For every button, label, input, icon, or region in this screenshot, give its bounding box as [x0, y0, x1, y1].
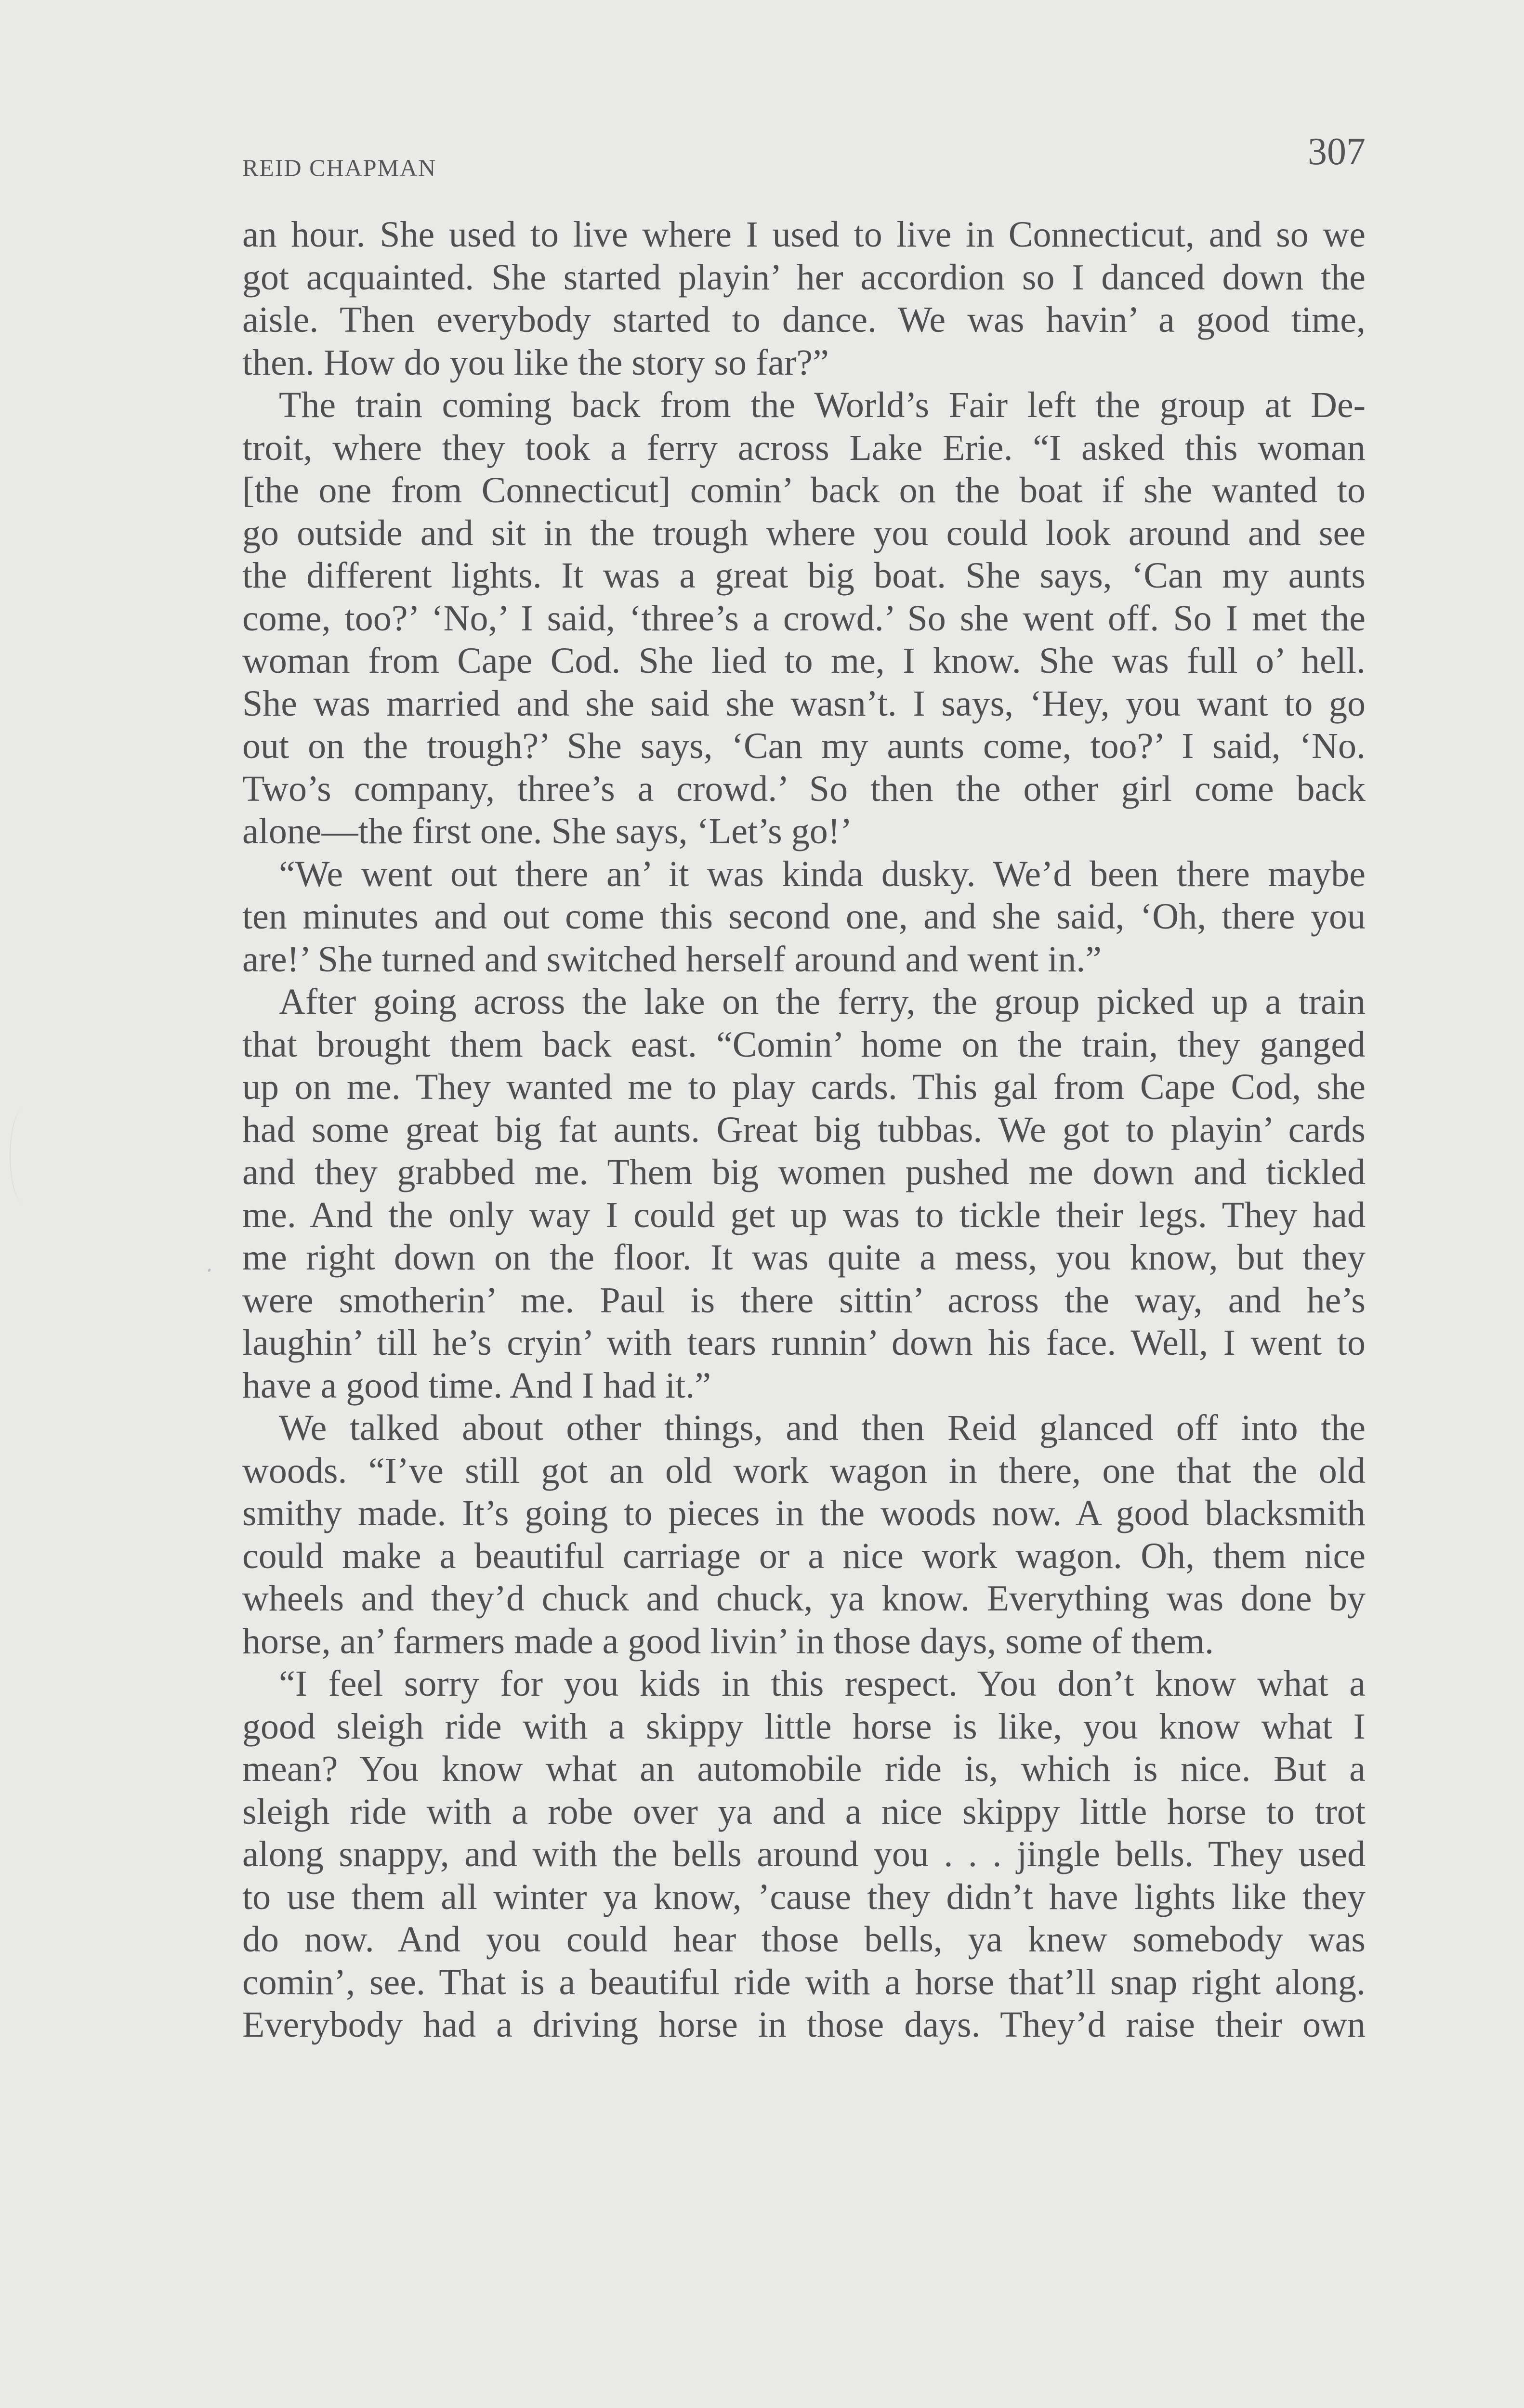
text-line: laughin’ till he’s cryin’ with tears runnin’ down his face. Well, I went to — [242, 1322, 1366, 1363]
text-line: then. How do you like the story so far?” — [242, 342, 829, 383]
body-text — [242, 213, 1366, 2046]
text-line: smithy made. It’s going to pieces in the woods now. A good blacksmith — [242, 1493, 1366, 1533]
text-line: could make a beautiful carriage or a nice work wagon. Oh, them nice — [242, 1535, 1366, 1576]
text-line: me right down on the floor. It was quite a mess, you know, but they — [242, 1237, 1366, 1278]
text-line: wheels and they’d chuck and chuck, ya know. Everything was done by — [242, 1578, 1366, 1619]
text-line: woods. “I’ve still got an old work wagon in there, one that the old — [242, 1450, 1366, 1491]
text-line: come, too?’ ‘No,’ I said, ‘three’s a crowd.’ So she went off. So I met the — [242, 598, 1366, 639]
text-line: The train coming back from the World’s Fair left the group at De- — [279, 385, 1366, 425]
text-line: to use them all winter ya know, ’cause they didn’t have lights like they — [242, 1876, 1366, 1917]
paragraph — [242, 384, 1366, 853]
text-line: comin’, see. That is a beautiful ride with a horse that’ll snap right along. — [242, 1962, 1366, 2002]
text-line: out on the trough?’ She says, ‘Can my aunts come, too?’ I said, ‘No. — [242, 726, 1366, 766]
text-line: ten minutes and out come this second one, and she said, ‘Oh, there you — [242, 896, 1366, 937]
page-number: 307 — [1308, 131, 1366, 173]
running-head: REID CHAPMAN — [242, 154, 437, 181]
text-line: horse, an’ farmers made a good livin’ in those days, some of them. — [242, 1621, 1214, 1662]
text-line: [the one from Connecticut] comin’ back on the boat if she wanted to — [242, 470, 1366, 510]
text-line: aisle. Then everybody started to dance. We was havin’ a good time, — [242, 300, 1366, 340]
paper-crease — [10, 1108, 39, 1204]
text-line: “We went out there an’ it was kinda dusky. We’d been there maybe — [279, 853, 1366, 894]
text-line: “I feel sorry for you kids in this respect. You don’t know what a — [279, 1663, 1366, 1704]
text-line: We talked about other things, and then Reid glanced off into the — [279, 1408, 1366, 1448]
text-line: troit, where they took a ferry across Lake Erie. “I asked this woman — [242, 427, 1366, 468]
text-line: along snappy, and with the bells around you . . . jingle bells. They used — [242, 1834, 1366, 1874]
text-line: good sleigh ride with a skippy little horse is like, you know what I — [242, 1706, 1366, 1747]
text-line: were smotherin’ me. Paul is there sittin’ across the way, and he’s — [242, 1280, 1366, 1321]
text-line: me. And the only way I could get up was to tickle their legs. They had — [242, 1194, 1366, 1235]
text-line: are!’ She turned and switched herself around and went in.” — [242, 939, 1102, 980]
text-line: that brought them back east. “Comin’ home on the train, they ganged — [242, 1024, 1366, 1065]
text-line: alone—the first one. She says, ‘Let’s go!’ — [242, 811, 853, 851]
text-line: have a good time. And I had it.” — [242, 1365, 711, 1406]
paragraph — [242, 213, 1366, 384]
text-line: sleigh ride with a robe over ya and a nice skippy little horse to trot — [242, 1791, 1366, 1832]
paragraph — [242, 1407, 1366, 1662]
text-line: an hour. She used to live where I used to live in Connecticut, and so we — [242, 214, 1366, 255]
text-line: got acquainted. She started playin’ her accordion so I danced down the — [242, 257, 1366, 298]
text-line: go outside and sit in the trough where you could look around and see — [242, 512, 1366, 553]
paragraph — [242, 981, 1366, 1407]
text-line: had some great big fat aunts. Great big tubbas. We got to playin’ cards — [242, 1109, 1366, 1150]
text-line: She was married and she said she wasn’t. I says, ‘Hey, you want to go — [242, 683, 1366, 724]
text-line: Two’s company, three’s a crowd.’ So then the other girl come back — [242, 768, 1366, 809]
text-line: After going across the lake on the ferry, the group picked up a train — [279, 982, 1366, 1022]
text-line: and they grabbed me. Them big women pushed me down and tickled — [242, 1152, 1366, 1192]
text-line: Everybody had a driving horse in those days. They’d raise their own — [242, 2004, 1366, 2045]
text-line: the different lights. It was a great big boat. She says, ‘Can my aunts — [242, 555, 1366, 596]
text-line: mean? You know what an automobile ride is, which is nice. But a — [242, 1749, 1366, 1789]
paragraph — [242, 853, 1366, 981]
paper-speck — [208, 1268, 211, 1272]
text-line: up on me. They wanted me to play cards. This gal from Cape Cod, she — [242, 1067, 1366, 1107]
paragraph — [242, 1662, 1366, 2046]
text-line: woman from Cape Cod. She lied to me, I know. She was full o’ hell. — [242, 641, 1366, 681]
text-line: do now. And you could hear those bells, ya knew somebody was — [242, 1919, 1366, 1960]
